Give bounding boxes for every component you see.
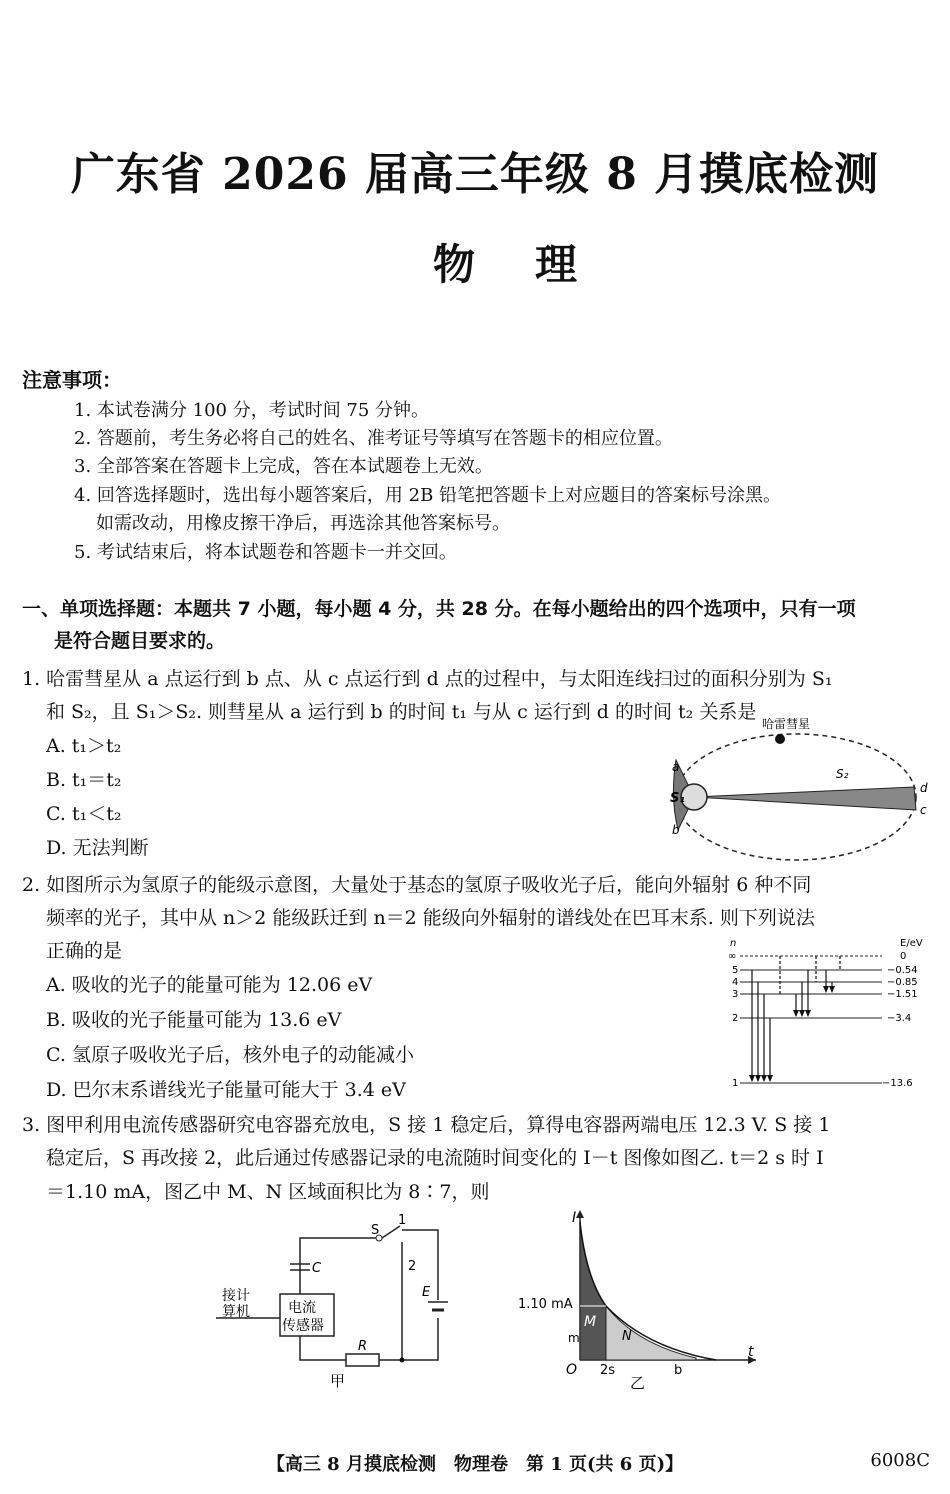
section-heading-cont: 是符合题目要求的。 [54,630,226,652]
computer-label-1: 接计 [222,1288,250,1304]
region-m-label: M [584,1314,597,1330]
q3-stem: 3. 图甲利用电流传感器研究电容器充放电，S 接 1 稳定后，算得电容器两端电压 12.3 V. S 接 1 [22,1114,831,1136]
q2-option-b: B. 吸收的光子能量可能为 13.6 eV [46,1009,342,1031]
section-heading: 一、单项选择题：本题共 7 小题，每小题 4 分，共 28 分。在每小题给出的四个选项中，只有一项 [22,598,856,620]
y-axis-label: I [572,1210,577,1226]
s2-label: S₂ [836,767,849,781]
s1-label: S₁ [670,791,686,806]
fig-jia-caption: 甲 [330,1372,346,1390]
current-time-graph [516,1208,762,1390]
subject-title: 物理 [432,240,637,289]
svg-text:−13.6: −13.6 [882,1078,913,1089]
q2-stem: 2. 如图所示为氢原子的能级示意图，大量处于基态的氢原子吸收光子后，能向外辐射 6 种不同 [22,874,812,896]
q2-option-d: D. 巴尔末系谱线光子能量可能大于 3.4 eV [46,1079,406,1101]
resistor-label: R [358,1339,368,1354]
svg-text:−3.4: −3.4 [887,1013,912,1024]
fig-yi-caption: 乙 [630,1374,646,1390]
q1-option-b: B. t₁＝t₂ [46,769,122,791]
energy-level-figure [722,936,934,1092]
svg-text:5: 5 [732,965,739,976]
notice-item: 2. 答题前，考生务必将自己的姓名、准考证号等填写在答题卡的相应位置。 [74,428,673,449]
switch-label: S [371,1223,380,1238]
point-c: c [920,803,927,817]
paper-code: 6008C [870,1450,930,1471]
current-value-label: 1.10 mA [518,1297,573,1312]
region-m [580,1222,606,1360]
q2-option-c: C. 氢原子吸收光子后，核外电子的动能减小 [46,1044,414,1066]
origin-label: O [566,1362,578,1378]
svg-text:∞: ∞ [728,951,737,962]
svg-text:2: 2 [732,1013,739,1024]
page-footer: 【高三 8 月摸底检测 物理卷 第 1 页(共 6 页)】 [266,1454,684,1475]
notice-item: 3. 全部答案在答题卡上完成，答在本试题卷上无效。 [74,456,493,477]
e-axis-label: E/eV [900,938,923,949]
notice-item: 如需改动，用橡皮擦干净后，再选涂其他答案标号。 [96,513,510,534]
m-small-label: m [568,1331,580,1345]
resistor-box [346,1354,379,1366]
svg-text:3: 3 [732,989,739,1000]
x-axis-label: t [748,1344,754,1360]
notice-item: 1. 本试卷满分 100 分，考试时间 75 分钟。 [74,400,430,421]
exam-title: 广东省 2026 届高三年级 8 月摸底检测 [70,149,880,200]
svg-text:1: 1 [732,1078,739,1089]
q1-option-d: D. 无法判断 [46,837,149,859]
svg-text:−0.85: −0.85 [887,977,918,988]
point-d: d [920,781,928,795]
notice-item: 4. 回答选择题时，选出每小题答案后，用 2B 铅笔把答题卡上对应题目的答案标号涂黑。 [74,485,782,506]
switch-pos2: 2 [408,1259,417,1274]
svg-text:0: 0 [900,951,907,962]
q1-stem: 1. 哈雷彗星从 a 点运行到 b 点、从 c 点运行到 d 点的过程中，与太阳连线扫过的面积分别为 S₁ [22,668,833,690]
q2-stem-cont: 正确的是 [46,940,123,962]
orbit-figure [664,712,934,864]
circuit-figure [216,1208,466,1390]
n-axis-label: n [730,938,737,949]
region-n-label: N [622,1329,632,1344]
svg-text:−1.51: −1.51 [887,989,918,1000]
q3-stem-cont: 稳定后，S 再改接 2，此后通过传感器记录的电流随时间变化的 I－t 图像如图乙. t＝2 s 时 I [46,1147,824,1169]
svg-text:4: 4 [732,977,739,988]
comet-label: 哈雷彗星 [762,717,811,731]
comet-icon [775,734,785,744]
switch-pos1: 1 [398,1213,407,1228]
q1-option-c: C. t₁＜t₂ [46,803,122,825]
point-a: a [672,760,680,774]
notice-heading: 注意事项： [22,368,122,392]
q2-option-a: A. 吸收的光子的能量可能为 12.06 eV [46,974,373,996]
q3-stem-cont: ＝1.10 mA，图乙中 M、N 区域面积比为 8∶7，则 [46,1181,490,1203]
t-tick-label: 2s [600,1363,616,1378]
battery-label: E [422,1285,431,1300]
b-tick-label: b [674,1363,683,1378]
q1-stem-cont: 和 S₂，且 S₁＞S₂. 则彗星从 a 运行到 b 的时间 t₁ 与从 c 运行到 d 的时间 t₂ 关系是 [46,701,757,723]
svg-text:−0.54: −0.54 [887,965,918,976]
region-s2 [694,787,916,810]
q2-stem-cont: 频率的光子，其中从 n＞2 能级跃迁到 n＝2 能级向外辐射的谱线处在巴耳末系. 则下列说法 [46,907,815,929]
q1-option-a: A. t₁＞t₂ [46,735,122,757]
point-b: b [672,823,680,837]
sensor-label-2: 传感器 [282,1318,324,1334]
computer-label-2: 算机 [222,1304,250,1320]
notice-item: 5. 考试结束后，将本试题卷和答题卡一并交回。 [74,542,457,563]
sensor-label-1: 电流 [288,1300,316,1316]
capacitor-label: C [312,1261,322,1276]
